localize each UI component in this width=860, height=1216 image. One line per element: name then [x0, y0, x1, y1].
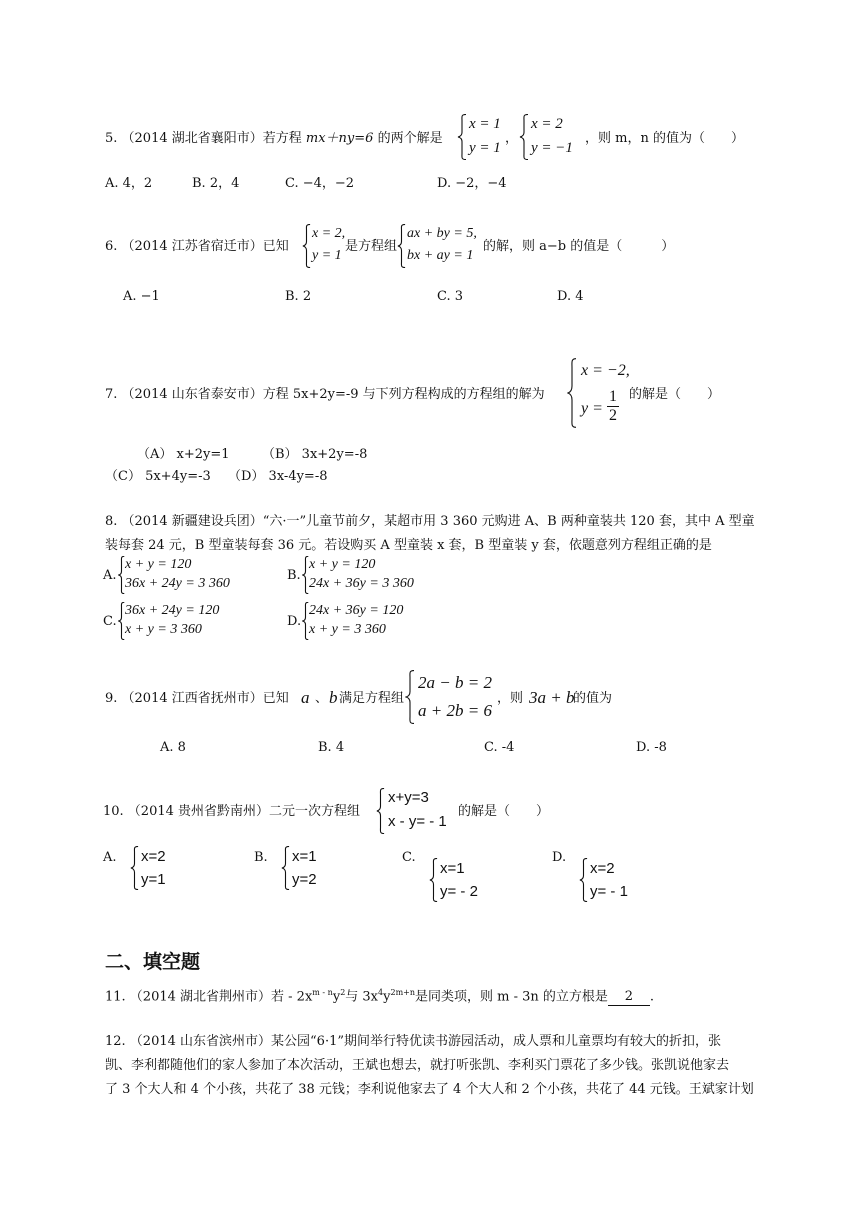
q7-tail: 的解是（ ） [629, 387, 721, 402]
brace-icon [429, 858, 438, 902]
q6-tail: 的解，则 a−b 的值是（ ） [483, 239, 675, 254]
q7-solution: x = −2, y = $\frac{1}{2}$ [567, 358, 631, 430]
q7-lead: 7. （2014 山东省泰安市）方程 5x+2y=-9 与下列方程构成的方程组的解为 [105, 387, 545, 402]
q7-option-d: （D） 3x-4y=-8 [228, 469, 328, 484]
brace-icon [397, 224, 406, 268]
q9-option-b: B. 4 [318, 740, 345, 755]
brace-icon [457, 114, 467, 160]
q11-answer: 2 [608, 989, 650, 1006]
q7-option-c: （C） 5x+4y=-3 [105, 469, 211, 484]
q10-equation-system: x+y=3 x - y= - 1 [376, 788, 462, 836]
q8-text-line-2: 装每套 24 元，B 型童装每套 36 元。若设购买 A 型童装 x 套，B 型童装 y 套，依题意列方程组正确的是 [105, 538, 712, 553]
q8-option-d: D. 24x + 36y = 120 x + y = 3 360 [287, 602, 457, 642]
q7-option-a: （A） x+2y=1 [137, 447, 230, 462]
q10-lead: 10. （2014 贵州省黔南州）二元一次方程组 [103, 804, 361, 819]
brace-icon [567, 358, 577, 428]
brace-icon [302, 224, 311, 268]
q8-option-b: B. x + y = 120 24x + 36y = 3 360 [287, 556, 457, 596]
q6-given-values: x = 2, y = 1 [302, 224, 346, 270]
brace-icon [118, 602, 125, 640]
brace-icon [519, 114, 529, 160]
document-page: 5. （2014 湖北省襄阳市）若方程 mx＋ny=6 的两个解是 x = 1 y = 1 ， x = 2 y = −1 ，则 m，n 的值为（ ） A. 4，2 B. 2，4 C. −4，−2 D. −2，−4 6. （2014 江苏省宿迁市）已知 x = 2, y = 1 是方程组 ax + by = 5, bx + ay = 1 的解，则 a−b 的值是（ ） A. −1 B. 2 C. 3 D. 4 7. （2014 山东省泰安市）方程 5x+2y=-9 与下列方程构成的方程组的解为 x = −2, y = $\frac{1}{2}$ 的解是（ ） （A） x+2y=1 （B） 3x+2y=-8 （C） 5x+4y=-3 （D） 3x-4y=-8 8. （2014 新疆建设兵团）“六·一”儿童节前夕，某超市用 3 360 元购进 A、B 两种童装共 120 套，其中 A 型童 装每套 24 元，B 型童装每套 36 元。若设购买 A 型童装 x 套，B 型童装 y 套，依题意列方程组正确的是 A. x + y = 120 36x + 24y = 3 360 B. x + y = 120 24x + 36y = 3 360 C. 36x + 24y = 120 x + y = 3 360 D. 24x + 36y = 120 x + y = 3 360 9. （2014 江西省抚州市）已知 a 、 b 满足方程组 2a − b = 2 a + 2b = 6 ，则 3a + b 的值为 A. 8 B. 4 C. -4 D. -8 10. （2014 贵州省黔南州）二元一次方程组 x+y=3 x - y= - 1 的解是（ ） A. x=2 y=1 B. x=1 y=2 C. x=1 y= - 2 D. x=2 y= - 1 二、填空题 11. （2014 湖北省荆州市）若 - $2x^{m - n}y^2$与 $3x^4y^{2m+n}$是同类项，则 m - 3n 的立方根是 2 . 12. （2014 山东省滨州市）某公园“6·1”期间举行特优读书游园活动，成人票和儿童票均有较大的折扣，张 凯、李利都随他们的家人参加了本次活动，王斌也想去，就打听张凯、李利买门票花了多少钱。张凯说他家去 了 3 个大人和 4 个小孩，共花了 38 元钱；李利说他家去了 4 个大人和 2 个小孩，共花了 44 元钱。王斌家计划 [103, 116, 755, 1097]
q5-option-a: A. 4，2 [105, 176, 153, 191]
q9-option-c: C. -4 [484, 740, 515, 755]
q5-option-c: C. −4，−2 [285, 176, 355, 191]
brace-icon [302, 556, 309, 594]
q9-option-d: D. -8 [636, 740, 667, 755]
q6-option-a: A. −1 [123, 289, 160, 304]
q7-option-b: （B） 3x+2y=-8 [262, 447, 368, 462]
brace-icon [130, 846, 139, 890]
section-heading-fill-in: 二、填空题 [105, 951, 201, 973]
q7-fraction: $\frac{1}{2}$ [609, 388, 617, 424]
q12-text-line-1: 12. （2014 山东省滨州市）某公园“6·1”期间举行特优读书游园活动，成人票和儿童票均有较大的折扣，张 [105, 1034, 721, 1049]
q6-option-b: B. 2 [285, 289, 312, 304]
brace-icon [376, 788, 385, 834]
question-11: 11. （2014 湖北省荆州市）若 - $2x^{m - n}y^2$与 $3x^4y^{2m+n}$是同类项，则 m - 3n 的立方根是 2 . [105, 988, 655, 1005]
q5-solution-2: x = 2 y = −1 [519, 114, 583, 162]
brace-icon [405, 670, 415, 724]
q10-tail: 的解是（ ） [458, 804, 550, 819]
brace-icon [281, 846, 290, 890]
q10-option-b: B. x=1 y=2 [254, 848, 317, 888]
q8-text-line-1: 8. （2014 新疆建设兵团）“六·一”儿童节前夕，某超市用 3 360 元购进 A、B 两种童装共 120 套，其中 A 型童 [105, 514, 755, 529]
q10-option-a: A. x=2 y=1 [103, 848, 166, 888]
q12-text-line-2: 凯、李利都随他们的家人参加了本次活动，王斌也想去，就打听张凯、李利买门票花了多少钱。张凯说他家去 [105, 1058, 730, 1073]
q6-lead: 6. （2014 江苏省宿迁市）已知 [105, 239, 289, 254]
q9-equation-system: 2a − b = 2 a + 2b = 6 [405, 670, 497, 726]
q9-option-a: A. 8 [160, 740, 186, 755]
q12-text-line-3: 了 3 个大人和 4 个小孩，共花了 38 元钱；李利说他家去了 4 个大人和 2 个小孩，共花了 44 元钱。王斌家计划 [105, 1082, 754, 1097]
q6-option-c: C. 3 [437, 289, 464, 304]
q5-lead: 5. （2014 湖北省襄阳市）若方程 [105, 131, 306, 146]
q8-option-c: C. 36x + 24y = 120 x + y = 3 360 [103, 602, 273, 642]
q5-tail: ，则 m，n 的值为（ ） [585, 131, 744, 146]
q5-option-b: B. 2，4 [192, 176, 240, 191]
q10-option-d: D. x=2 y= - 1 [552, 850, 628, 900]
q6-option-d: D. 4 [557, 289, 584, 304]
brace-icon [579, 858, 588, 902]
q9-lead: 9. （2014 江西省抚州市）已知 [105, 691, 289, 706]
brace-icon [302, 602, 309, 640]
q8-option-a: A. x + y = 120 36x + 24y = 3 360 [103, 556, 273, 596]
q5-solution-1: x = 1 y = 1 [457, 114, 509, 162]
q5-option-d: D. −2，−4 [437, 176, 507, 191]
q5-equation: mx＋ny=6 [305, 131, 374, 146]
q10-option-c: C. x=1 y= - 2 [402, 850, 478, 900]
q5-mid: 的两个解是 [373, 131, 443, 146]
q6-equation-system: ax + by = 5, bx + ay = 1 [397, 224, 489, 270]
brace-icon [118, 556, 125, 594]
